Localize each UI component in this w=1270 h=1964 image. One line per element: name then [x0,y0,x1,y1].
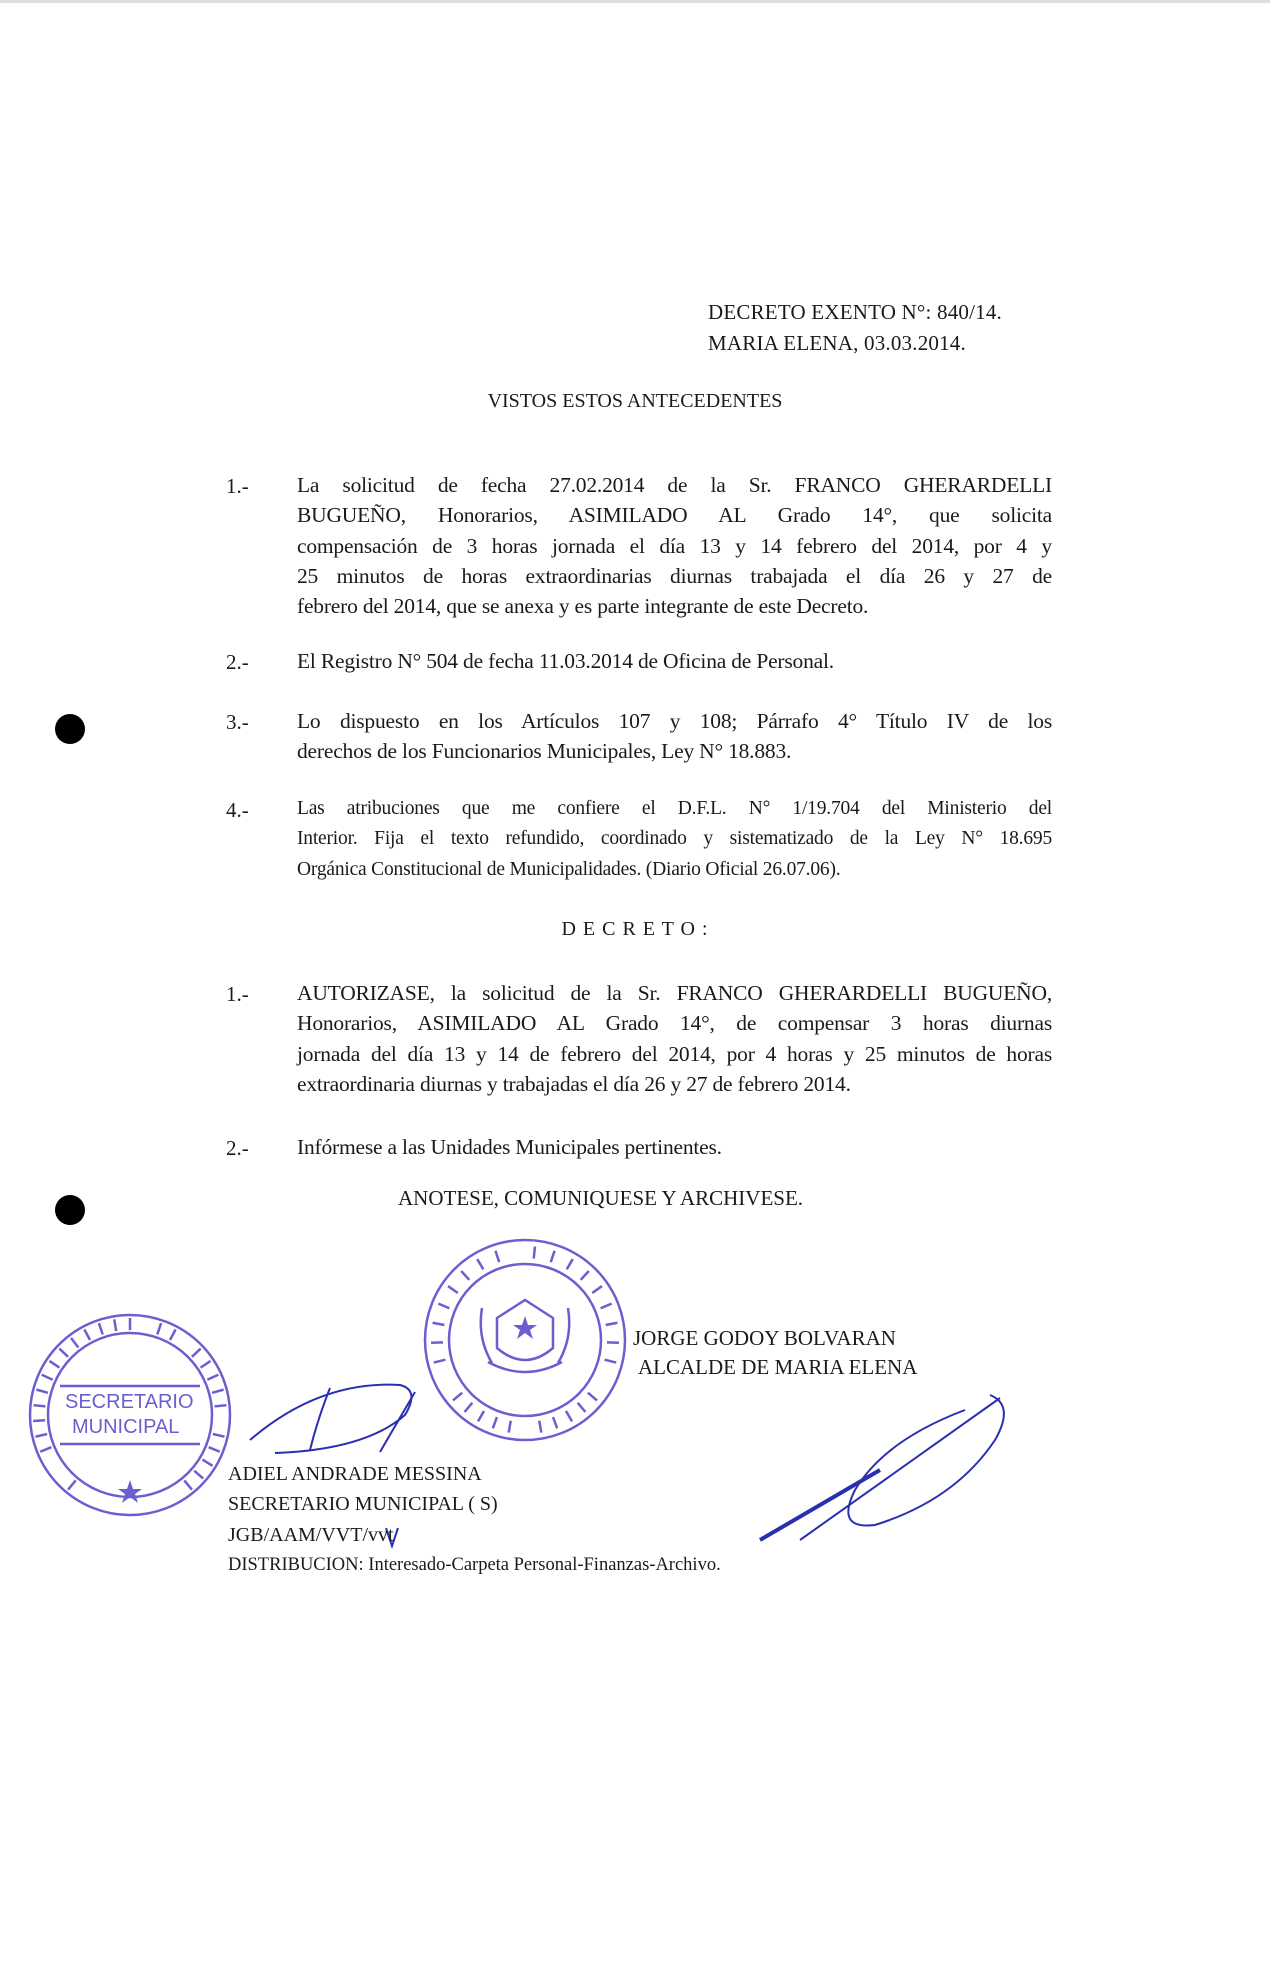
stamp-letter-mark [566,1411,572,1421]
stamp-letter-mark [33,1420,45,1421]
secretary-title: SECRETARIO MUNICIPAL ( S) [228,1493,498,1515]
paragraph-line: La solicitud de fecha 27.02.2014 de la Sr. FRANCO GHERARDELLI [297,473,1052,497]
mayor-name: JORGE GODOY BOLVARAN [633,1326,896,1350]
stamp-letter-mark [59,1349,68,1357]
paragraph-line: 25 minutos de horas extraordinarias diurnas trabajada el día 26 y 27 de [297,563,1052,588]
stamp-letter-mark [114,1319,116,1331]
stamp-letter-mark [207,1375,218,1380]
mayor-title: ALCALDE DE MARIA ELENA [638,1355,918,1379]
stamp-secretario-text: SECRETARIO [65,1391,194,1413]
stamp-letter-mark [553,1417,557,1428]
stamp-letter-mark [201,1361,211,1368]
paragraph-line: El Registro N° 504 de fecha 11.03.2014 de Oficina de Personal. [297,649,834,673]
item-number: 4.- [226,798,249,822]
stamp-letter-mark [478,1411,484,1421]
stamp-letter-mark [539,1421,541,1433]
paragraph [297,978,1052,1099]
stamp-letter-mark [192,1349,201,1357]
decreto-title: D E C R E T O : [561,918,709,940]
star-icon [118,1480,142,1503]
stamp-letter-mark [477,1259,483,1269]
stamp-municipal-text: MUNICIPAL [72,1416,180,1438]
stamp-letter-mark [84,1329,90,1340]
item-number: 2.- [226,650,249,674]
distribution: DISTRIBUCION: Interesado-Carpeta Personal-Finanzas-Archivo. [228,1555,721,1575]
paragraph [297,470,1052,621]
paragraph-line: Interior. Fija el texto refundido, coordinado y sistematizado de la Ley N° 18.695 [297,828,1052,850]
paragraph [297,646,1052,676]
item-number: 2.- [226,1136,249,1160]
stamp-letter-mark [592,1286,602,1293]
stamp-letter-mark [509,1421,511,1433]
stamp-letter-mark [578,1403,586,1412]
stamp-letter-mark [184,1480,192,1489]
stamp-letter-mark [493,1417,497,1428]
stamp-letter-mark [213,1434,225,1437]
stamp-letter-mark [606,1323,618,1325]
stamp-letter-mark [35,1434,47,1437]
coat-of-arms-shield-icon [497,1300,553,1360]
paragraph-line: BUGUEÑO, Honorarios, ASIMILADO AL Grado 14°, que solicita [297,503,1052,528]
stamp-letter-mark [588,1393,597,1401]
item-number: 1.- [226,982,249,1006]
stamp-letter-mark [170,1329,176,1340]
stamp-letter-mark [215,1405,227,1406]
stamp-letter-mark [68,1480,76,1489]
paragraph-line: febrero del 2014, que se anexa y es parte integrante de este Decreto. [297,594,869,619]
item-number: 3.- [226,710,249,734]
stamp-letter-mark [465,1403,473,1412]
stamp-letter-mark [212,1390,224,1393]
paragraph [297,706,1052,767]
stamp-ring-lettering [431,1247,619,1433]
stamp-letter-mark [99,1323,103,1334]
stamp-letter-mark [601,1304,612,1309]
stamp-letter-mark [157,1323,161,1334]
mayor-stamp [425,1240,625,1440]
stamp-letter-mark [605,1360,617,1363]
paragraph-line: extraordinaria diurnas y trabajadas el día 26 y 27 de febrero 2014. [297,1071,851,1096]
stamp-letter-mark [202,1460,212,1466]
stamp-letter-mark [194,1471,203,1479]
stamp-letter-mark [42,1375,53,1380]
secretary-signature [250,1385,415,1453]
stamp-letter-mark [33,1405,45,1406]
mayor-signature [760,1395,1004,1540]
stamp-letter-mark [461,1271,469,1280]
paragraph-line: derechos de los Funcionarios Municipales, Ley N° 18.883. [297,739,792,764]
scan-edge [0,0,1270,3]
place-date: MARIA ELENA, 03.03.2014. [708,331,966,355]
punch-hole [55,714,85,744]
secretary-stamp [30,1315,230,1515]
paragraph-line: AUTORIZASE, la solicitud de la Sr. FRANCO GHERARDELLI BUGUEÑO, [297,981,1052,1005]
paragraph-line: Infórmese a las Unidades Municipales pertinentes. [297,1135,722,1159]
stamp-letter-mark [434,1360,446,1363]
decree-number: DECRETO EXENTO N°: 840/14. [708,300,1002,324]
secretary-name: ADIEL ANDRADE MESSINA [228,1463,482,1485]
stamp-letter-mark [534,1247,535,1259]
paragraph-line: Las atribuciones que me confiere el D.F.L. N° 1/19.704 del Ministerio del [297,798,1052,819]
paragraph [297,1132,1052,1162]
stamp-letter-mark [495,1251,499,1262]
punch-hole [55,1195,85,1225]
paragraph-line: Honorarios, ASIMILADO AL Grado 14°, de compensar 3 horas diurnas [297,1011,1052,1036]
coat-of-arms-star-icon [513,1316,537,1339]
stamp-letter-mark [581,1271,589,1280]
closing-formula: ANOTESE, COMUNIQUESE Y ARCHIVESE. [398,1186,804,1210]
paragraph-line: jornada del día 13 y 14 de febrero del 2014, por 4 horas y 25 minutos de horas [297,1041,1052,1066]
paragraph-line: Lo dispuesto en los Artículos 107 y 108; Párrafo 4° Título IV de los [297,709,1052,733]
item-number: 1.- [226,474,249,498]
paragraph [297,794,1052,885]
paragraph-line: Orgánica Constitucional de Municipalidades. (Diario Oficial 26.07.06). [297,858,841,880]
stamp-letter-mark [40,1447,51,1452]
paragraph-line: compensación de 3 horas jornada el día 13 y 14 febrero del 2014, por 4 y [297,533,1052,558]
stamp-letter-mark [49,1361,59,1368]
stamp-letter-mark [551,1251,555,1262]
stamp-letter-mark [209,1447,220,1452]
stamp-letter-mark [71,1338,78,1348]
stamp-letter-mark [438,1304,449,1309]
stamp-letter-mark [453,1393,462,1401]
initials: JGB/AAM/VVT/vvt [228,1524,394,1546]
stamp-letter-mark [36,1390,48,1393]
stamp-letter-mark [433,1323,445,1325]
stamp-letter-mark [448,1286,458,1293]
stamp-letter-mark [567,1259,573,1269]
vistos-title: VISTOS ESTOS ANTECEDENTES [487,390,783,412]
